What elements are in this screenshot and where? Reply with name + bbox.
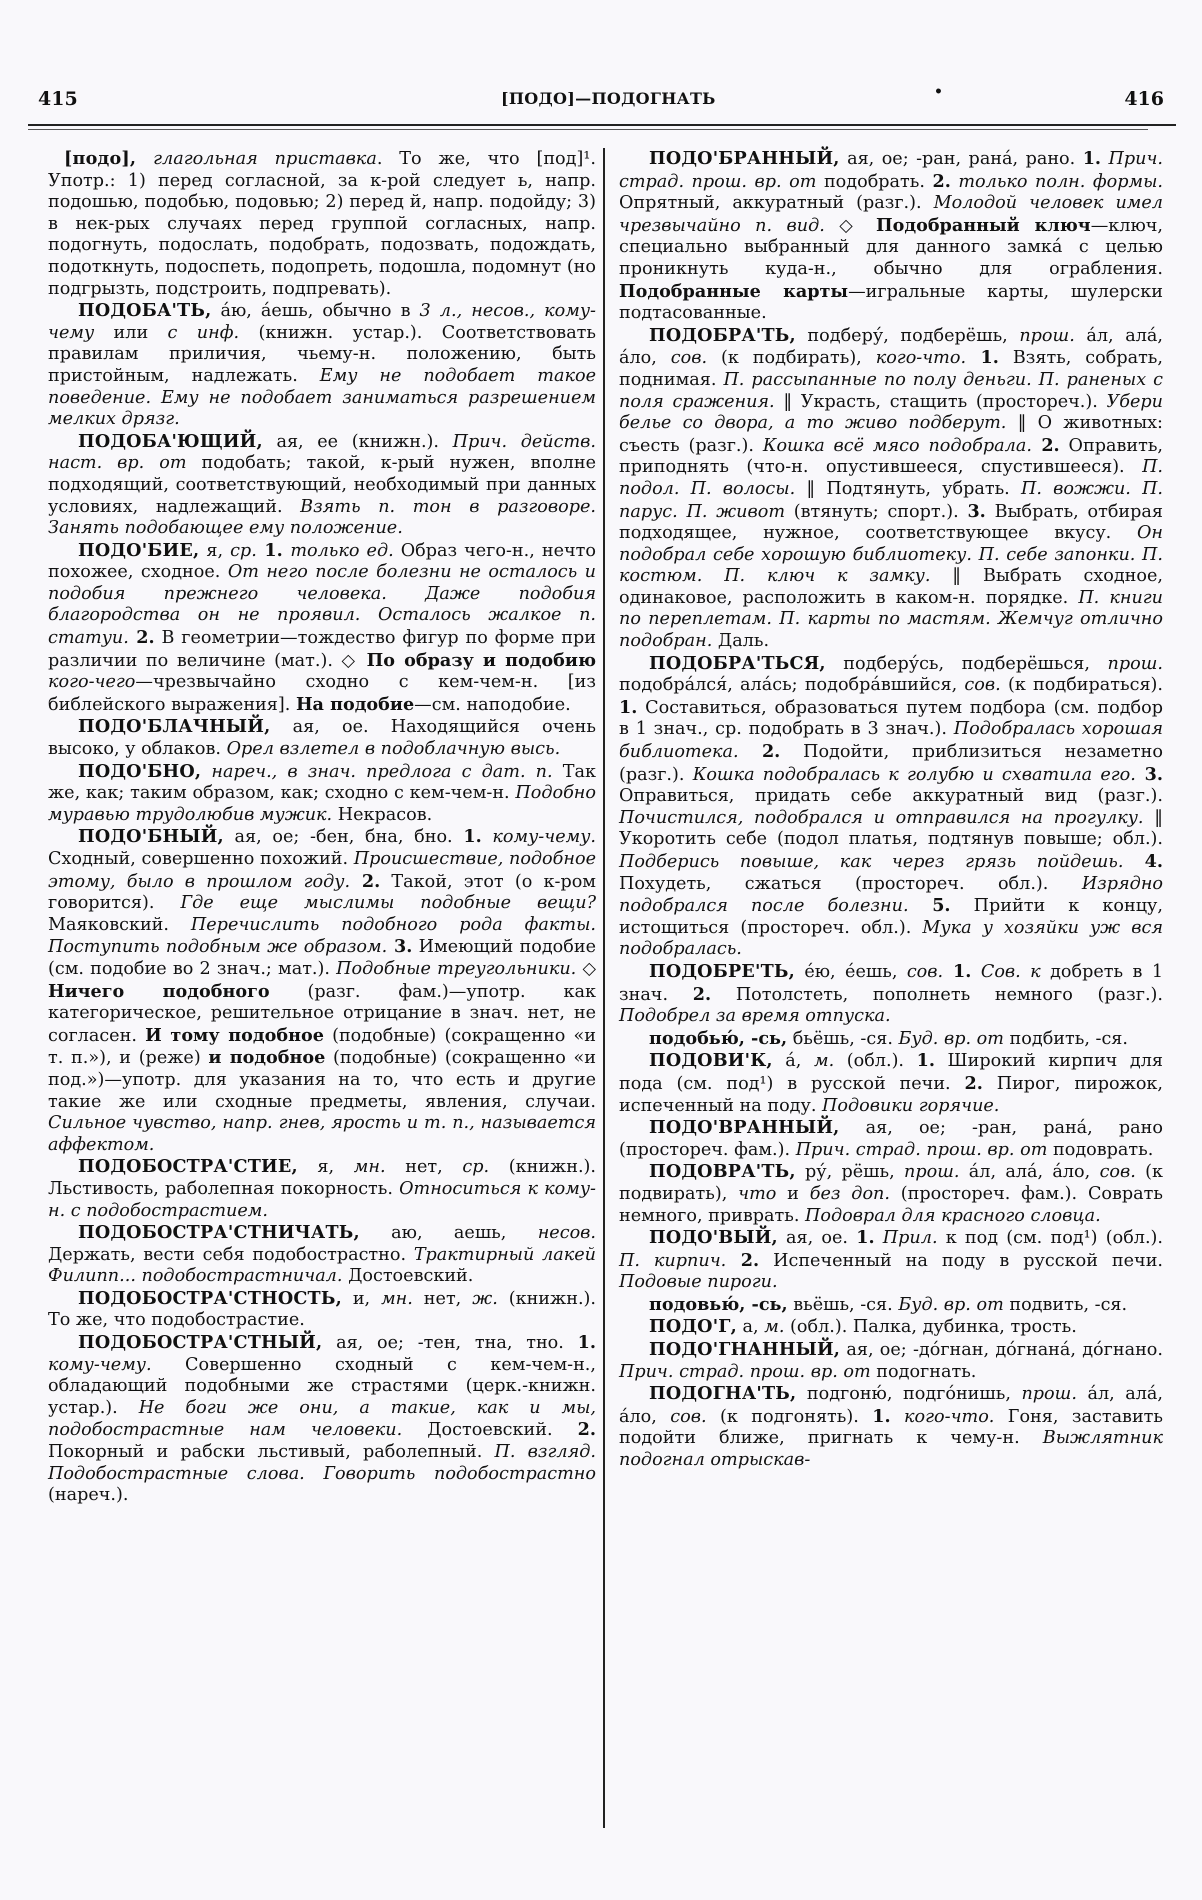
entry-text: (книжн.). То же, что подобострастие.: [48, 1288, 596, 1331]
entry-text: Где еще мыслимы подобные вещи?: [180, 893, 596, 914]
entry-headword: ПОДО'БНО,: [78, 760, 202, 782]
entry-text: 1.: [966, 347, 999, 369]
entry-text: Подобно муравью трудолюбив мужик.: [48, 783, 596, 825]
dictionary-entry: [619, 653, 1163, 961]
dictionary-entry: [48, 540, 596, 717]
entry-text: кого-чего: [48, 672, 136, 693]
entry-text: П. подол. П. волосы.: [619, 457, 1163, 499]
entry-text: Прич. страд. прош. вр. от: [619, 149, 1163, 192]
entry-text: ср.: [230, 540, 257, 561]
entry-text: Кошка всё мясо подобрала.: [762, 435, 1032, 456]
entry-text: Составиться, образоваться путем подбора (см. подбор в 1 знач., ср. подобрать в 3 знач.).: [619, 697, 1163, 740]
dictionary-entry: [619, 1161, 1163, 1227]
entry-headword: ПОДО'БНЫЙ,: [78, 826, 224, 848]
entry-text: а́л, ала́, а́ло,: [619, 1384, 1163, 1427]
entry-text: 2.: [350, 870, 381, 892]
entry-text: 1.: [619, 696, 638, 718]
entry-text: Гоня, заставить подойти ближе, пригнать к чему-н.: [619, 1406, 1163, 1449]
entry-text: подберу́сь, подберёшься,: [825, 653, 1108, 674]
entry-text: ая, ее (книжн.).: [262, 431, 453, 452]
entry-text: (простореч. фам.). Соврать немного, приврать.: [619, 1183, 1163, 1226]
entry-text: ср.: [462, 1157, 490, 1178]
entry-text: П. рассыпанные по полу деньги. П. раненых с поля сражения.: [619, 369, 1163, 412]
entry-text: . То же, что [под]¹. Употр.: 1) перед согласной, за к-рой следует ь, напр. подошью, подобью, подовью; 2) перед й, напр. подойду; 3) в нек-рых случаях перед группой согласных, напр. подогнуть, подослать, подобрать, подозвать, подождать, подоткнуть, подоспеть, подопреть, подошла, подомнут (но подгрызть, подстроить, подпревать).: [48, 149, 596, 299]
entry-text: Перечислить подобного рода факты. Поступить подобным же образом.: [48, 914, 596, 958]
entry-text: Прич. страд. прош. вр. от: [795, 1139, 1048, 1160]
entry-text: сов.: [1099, 1162, 1136, 1183]
entry-text: ◇: [576, 958, 596, 979]
entry-text: ая, ое; -ран, рана́, рано (простореч. фам.).: [619, 1118, 1163, 1160]
entry-text: я,: [199, 540, 231, 561]
entry-text: подберу́, подберёшь,: [795, 325, 1020, 346]
entry-text: Убери белье со двора, а то живо подберут.: [619, 391, 1163, 434]
entry-text: (подобные) (сокращенно «и т. п.»), и (реже): [48, 1025, 596, 1069]
entry-text: На подобие: [295, 693, 415, 715]
entry-headword: [подо],: [64, 148, 137, 169]
entry-headword: ПОДОБОСТРА'СТНОСТЬ,: [78, 1287, 342, 1309]
entry-text: бьёшь, -ся.: [787, 1028, 899, 1049]
entry-text: Орел взлетел в подоблачную высь.: [226, 739, 561, 760]
entry-text: кого-что.: [875, 348, 967, 369]
entry-text: Подовые пироги.: [619, 1272, 778, 1293]
dictionary-entry: [619, 1383, 1163, 1471]
entry-text: нет,: [385, 1157, 463, 1178]
entry-text: подобью́, -сь,: [649, 1027, 788, 1049]
entry-text: ◇: [824, 215, 877, 236]
entry-text: 3.: [387, 936, 413, 958]
entry-text: Сходный, совершенно похожий.: [48, 849, 354, 869]
dictionary-entry: [619, 1227, 1163, 1294]
entry-text: (обл.).: [834, 1051, 917, 1072]
entry-headword: ПОДО'ВРАННЫЙ,: [649, 1117, 840, 1139]
entry-text: (к подбирать),: [707, 348, 876, 369]
entry-text: или: [94, 322, 168, 343]
entry-text: прош.: [904, 1162, 960, 1183]
entry-text: ру́, рёшь,: [795, 1162, 905, 1183]
entry-text: Достоевский.: [402, 1420, 578, 1441]
entry-text: Прич. действ. наст. вр. от: [48, 431, 596, 474]
entry-text: Кошка подобралась к голубю и схватила его.: [692, 764, 1136, 785]
entry-text: (обл.). Палка, дубинка, трость.: [784, 1317, 1077, 1338]
entry-text: ‖ Украсть, стащить (простореч.).: [774, 391, 1107, 412]
entry-text: Некрасов.: [332, 804, 433, 825]
column-right: [619, 148, 1163, 1472]
entry-text: и подобное: [208, 1047, 326, 1069]
entry-text: (к подгонять).: [706, 1406, 873, 1427]
entry-text: Образ чего-н., нечто похожее, сходное.: [48, 540, 596, 583]
entry-text: несов.: [537, 1223, 596, 1244]
entry-text: Достоевский.: [342, 1266, 474, 1287]
dictionary-entry: [48, 148, 596, 300]
column-left: [48, 148, 596, 1507]
entry-text: а́,: [772, 1051, 814, 1072]
entry-text: подобра́лся́, ала́сь; подобра́вшийся,: [619, 675, 965, 696]
entry-text: Покорный и рабски льстивый, раболепный.: [48, 1442, 495, 1463]
entry-text: глагольная приставка: [136, 149, 377, 169]
entry-text: Прич. страд. прош. вр. от: [619, 1361, 871, 1382]
entry-text: Молодой человек имел чрезвычайно п. вид.: [619, 193, 1163, 236]
entry-text: По образу и подобию: [366, 649, 596, 671]
entry-text: Выбрать, отбирая подходящее, нужное, соответствующее вкусу.: [619, 501, 1163, 544]
dictionary-entry: [619, 1028, 1163, 1051]
entry-text: Буд. вр. от: [898, 1028, 1004, 1049]
entry-text: ая, ое; -до́гнан, до́гнана́, до́гнано.: [840, 1340, 1163, 1361]
dictionary-entry: [619, 961, 1163, 1028]
entry-text: е́ю, е́ешь,: [794, 961, 907, 982]
entry-text: Подовики горячие.: [822, 1095, 1000, 1116]
entry-text: прош.: [1107, 653, 1163, 674]
entry-text: Подберись повыше, как через грязь пойдешь.: [619, 852, 1124, 872]
dictionary-entry: [619, 1316, 1163, 1339]
bullet-mark: •: [934, 84, 943, 100]
entry-text: Ничего подобного: [48, 980, 270, 1002]
entry-headword: ПОДО'ВЫЙ,: [649, 1227, 778, 1249]
entry-text: с инф.: [167, 322, 240, 343]
entry-text: Происшествие, подобное этому, было в прошлом году.: [48, 849, 596, 892]
entry-text: добреть в 1 знач.: [619, 961, 1164, 1005]
dictionary-entry: [48, 1222, 596, 1288]
entry-headword: ПОДОБРЕ'ТЬ,: [649, 960, 795, 982]
entry-text: (книжн. устар.). Соответствовать правилам приличия, чьему-н. положению, быть пристойным, надлежать.: [48, 322, 596, 386]
entry-headword: ПОДО'БИЕ,: [78, 539, 200, 561]
header-rule-thin: [28, 129, 1148, 130]
entry-headword: ПОДОБА'ЮЩИЙ,: [78, 430, 263, 452]
entry-headword: ПОДОБОСТРА'СТНИЧАТЬ,: [78, 1222, 360, 1244]
dictionary-entry: [48, 761, 596, 827]
entry-text: мн.: [381, 1288, 413, 1309]
dictionary-entry: [48, 716, 596, 760]
entry-text: Имеющий подобие (см. подобие во 2 знач.; мат.).: [48, 937, 597, 979]
entry-text: 2.: [577, 1419, 596, 1441]
entry-text: кого-что.: [890, 1406, 995, 1427]
entry-text: м.: [813, 1051, 835, 1072]
entry-text: Взять, собрать, поднимая.: [619, 348, 1163, 390]
entry-text: От него после болезни не осталось и подобия прежнего человека. Даже подобия благородства он не проявил. Осталось жалкое п. статуи.: [48, 562, 596, 649]
entry-text: Прил.: [874, 1228, 938, 1249]
entry-text: Даль.: [712, 631, 770, 652]
entry-text: я,: [297, 1157, 354, 1178]
entry-text: П. взгляд. Подобострастные слова. Говорить подобострастно: [48, 1442, 596, 1484]
entry-headword: ПОДО'БЛАЧНЫЙ,: [78, 716, 271, 738]
entry-headword: ПОДОБРА'ТЬ,: [649, 324, 796, 346]
dictionary-entry: [48, 1288, 596, 1332]
entry-text: и,: [341, 1288, 382, 1309]
entry-text: Относиться к кому-н. с подобострастием.: [48, 1178, 596, 1221]
entry-text: а́ю, а́ешь, обычно в: [211, 301, 420, 322]
entry-text: Похудеть, сжаться (простореч. обл.).: [619, 873, 1082, 894]
entry-text: подбить, -ся.: [1003, 1028, 1129, 1049]
entry-text: прош.: [1019, 325, 1075, 346]
entry-headword: ПОДО'БРАННЫЙ,: [649, 148, 840, 169]
entry-text: (подобные) (сокращенно «и под.»)—употр. для указания на то, что есть и другие такие же или сходные предметы, явления, случаи.: [48, 1048, 596, 1112]
entry-text: Испеченный на поду в русской печи.: [759, 1250, 1164, 1271]
entry-text: Трактирный лакей Филипп... подобострастничал.: [48, 1244, 596, 1287]
entry-text: подовью́, -сь,: [649, 1293, 788, 1315]
entry-text: Подобранные карты: [619, 280, 849, 302]
entry-text: ‖ Укоротить себе (подол платья, подтянув повыше; обл.).: [619, 807, 1163, 850]
entry-text: И тому подобное: [145, 1024, 324, 1046]
entry-text: подогнать.: [870, 1361, 977, 1382]
entry-headword: ПОДОБА'ТЬ,: [78, 300, 212, 322]
entry-text: 1.: [577, 1332, 596, 1354]
entry-text: а́л, ала́, а́ло,: [959, 1162, 1100, 1183]
entry-text: 1.: [872, 1405, 891, 1427]
entry-text: сов.: [670, 348, 708, 369]
entry-text: к под (см. под¹) (обл.).: [937, 1228, 1164, 1249]
entry-text: подобать; такой, к-рый нужен, вполне подходящий, соответствующий, необходимый при данных условиях, надлежащий.: [48, 453, 597, 517]
entry-headword: ПОДОБОСТРА'СТНЫЙ,: [78, 1332, 323, 1354]
entry-text: нареч., в знач. предлога с дат. п.: [201, 761, 553, 782]
entry-text: Прийти к концу, истощиться (простореч. обл.).: [619, 896, 1163, 938]
entry-text: Совершенно сходный с кем-чем-н., обладающий подобными же страстями (церк.-книжн. устар.).: [48, 1354, 596, 1418]
entry-text: 2.: [964, 1072, 983, 1094]
entry-text: ая, ое.: [777, 1228, 857, 1249]
entry-text: 2.: [692, 983, 712, 1005]
running-head: [ПОДО]—ПОДОГНАТЬ: [501, 89, 716, 108]
entry-text: что: [738, 1183, 777, 1204]
entry-text: Опрятный, аккуратный (разг.).: [619, 193, 934, 214]
page-number-right: 416: [1124, 88, 1164, 110]
entry-text: Пирог, пирожок, испеченный на поду.: [619, 1073, 1164, 1116]
entry-text: только полн. формы.: [950, 171, 1164, 192]
entry-text: —игральные карты, шулерски подтасованные.: [619, 281, 1163, 324]
dictionary-entry: [619, 1294, 1163, 1317]
entry-text: Такой, этот (о к-ром говорится).: [48, 871, 596, 914]
column-divider: [603, 148, 605, 1828]
entry-text: Подойти, приблизиться незаметно (разг.).: [619, 742, 1163, 785]
dictionary-entry: [48, 1332, 596, 1507]
entry-text: ‖ О животных: съесть (разг.).: [619, 413, 1163, 456]
entry-text: подгоню́, подго́нишь,: [796, 1384, 1022, 1405]
header-rule: [28, 124, 1176, 126]
dictionary-entry: [48, 826, 596, 1156]
entry-text: 1.: [1082, 148, 1102, 169]
entry-text: и: [776, 1183, 810, 1204]
entry-text: только ед.: [290, 540, 394, 561]
entry-text: Сильное чувство, напр. гнев, ярость и т. п., называется аффектом.: [48, 1113, 596, 1155]
entry-headword: ПОДОБРА'ТЬСЯ,: [649, 652, 826, 674]
entry-text: 2.: [726, 1249, 760, 1271]
entry-text: подобрать.: [816, 171, 933, 192]
entry-text: без доп.: [809, 1183, 890, 1204]
entry-headword: ПОДОВРА'ТЬ,: [649, 1161, 796, 1183]
entry-headword: ПОДО'Г,: [649, 1316, 737, 1338]
entry-text: 1.: [463, 826, 482, 848]
entry-text: Буд. вр. от: [898, 1294, 1004, 1315]
dictionary-entry: [619, 1117, 1163, 1161]
entry-text: 1.: [916, 1050, 935, 1072]
entry-text: сов.: [670, 1406, 707, 1427]
entry-text: прош.: [1021, 1384, 1077, 1405]
entry-text: Так же, как; таким образом, как; сходно с кем-чем-н.: [48, 761, 596, 804]
dictionary-entry: [619, 325, 1163, 653]
entry-text: (разг. фам.)—употр. как категорическое, решительное отрицание в знач. нет, не согласен.: [48, 981, 596, 1046]
entry-text: вьёшь, -ся.: [787, 1294, 899, 1315]
page-header: [38, 84, 1164, 118]
entry-text: аю, аешь,: [359, 1223, 538, 1244]
entry-text: 3.: [967, 500, 986, 522]
entry-text: (втянуть; спорт.).: [785, 501, 968, 522]
entry-headword: ПОДОГНА'ТЬ,: [649, 1383, 797, 1405]
entry-text: подвить, -ся.: [1003, 1294, 1128, 1315]
entry-text: Мука у хозяйки уж вся подобралась.: [619, 917, 1163, 960]
entry-text: ж.: [472, 1288, 498, 1309]
entry-text: Подобралась хорошая библиотека.: [619, 719, 1164, 763]
entry-text: Изрядно подобрался после болезни.: [619, 873, 1163, 917]
entry-text: м.: [764, 1317, 785, 1338]
dictionary-entry: [619, 1339, 1163, 1383]
entry-text: ая, ое; -тен, тна, тно.: [322, 1333, 578, 1354]
entry-text: (к подбираться).: [1000, 675, 1163, 696]
entry-text: а́л, ала́, а́ло,: [619, 325, 1163, 369]
entry-text: ая, ое; -ран, рана́, рано.: [839, 149, 1083, 169]
dictionary-entry: [48, 431, 596, 540]
entry-text: 4.: [1123, 851, 1163, 872]
entry-text: ая, ое. Находящийся очень высоко, у облаков.: [48, 717, 596, 760]
entry-text: —ключ, специально выбранный для данного замка́ с целью проникнуть куда-н., обычно для ограбления.: [619, 215, 1163, 279]
entry-text: Взять п. тон в разговоре. Занять подобающее ему положение.: [48, 496, 596, 539]
entry-text: Он подобрал себе хорошую библиотеку. П. себе запонки. П. костюм. П. ключ к замку.: [619, 523, 1163, 587]
entry-text: Подобрел за время отпуска.: [619, 1006, 891, 1027]
entry-text: сов.: [906, 961, 944, 982]
entry-text: ‖ Подтянуть, убрать.: [795, 478, 1021, 499]
entry-text: кому-чему.: [481, 827, 596, 848]
entry-text: Подобные треугольники.: [336, 958, 577, 979]
entry-text: (нареч.).: [48, 1485, 129, 1506]
entry-text: —чрезвычайно сходно с кем-чем-н. [из библейского выражения].: [48, 672, 596, 715]
entry-text: Держать, вести себя подобострастно.: [48, 1244, 414, 1265]
entry-text: Ему не подобает такое поведение. Ему не подобает заниматься разрешением мелких дрязг.: [48, 365, 596, 430]
entry-text: 3 л., несов., кому-чему: [48, 301, 596, 343]
entry-text: 2.: [932, 170, 951, 192]
entry-text: Оправиться, придать себе аккуратный вид (разг.).: [619, 786, 1163, 807]
entry-text: Широкий кирпич для пода (см. под¹) в русской печи.: [619, 1051, 1163, 1094]
dictionary-entry: [48, 1156, 596, 1222]
entry-text: Подоврал для красного словца.: [805, 1205, 1101, 1226]
dictionary-entry: [48, 300, 596, 431]
entry-text: В геометрии—тождество фигур по форме при различии по величине (мат.). ◇: [48, 628, 596, 671]
entry-text: Не боги же они, а такие, как и мы, подобострастные нам человеки.: [48, 1397, 596, 1441]
entry-text: подоврать.: [1047, 1139, 1154, 1160]
entry-headword: ПОДОВИ'К,: [649, 1050, 773, 1072]
entry-text: 5.: [908, 895, 951, 917]
entry-headword: ПОДО'ГНАННЫЙ,: [649, 1339, 841, 1361]
entry-text: 2.: [1031, 434, 1060, 456]
entry-text: П. вожжи. П. парус. П. живот: [619, 478, 1164, 522]
entry-text: ‖ Выбрать сходное, одинаковое, расположить в каком-н. порядке.: [619, 566, 1163, 608]
entry-text: Подобранный ключ: [876, 214, 1091, 236]
entry-text: Маяковский.: [48, 914, 191, 935]
entry-text: ая, ое; -бен, бна, бно.: [223, 827, 464, 848]
entry-text: Почистился, подобрался и отправился на прогулку.: [619, 807, 1144, 828]
entry-text: 1.: [943, 960, 972, 982]
entry-text: П. кирпич.: [619, 1250, 727, 1271]
dictionary-entry: [619, 148, 1163, 325]
entry-text: П. книги по переплетам. П. карты по мастям. Жемчуг отлично подобран.: [619, 587, 1163, 652]
entry-text: Потолстеть, пополнеть немного (разг.).: [711, 984, 1163, 1005]
entry-text: —см. наподобие.: [414, 694, 571, 715]
entry-text: мн.: [353, 1157, 386, 1178]
entry-text: Оправить, приподнять (что-н. опустившееся, спустившееся).: [619, 435, 1163, 478]
entry-text: 3.: [1135, 763, 1163, 785]
page-number-left: 415: [38, 88, 78, 110]
entry-text: 1.: [856, 1227, 875, 1249]
entry-text: кому-чему.: [48, 1354, 152, 1375]
entry-text: а,: [736, 1317, 765, 1338]
entry-text: нет,: [412, 1288, 473, 1309]
entry-headword: ПОДОБОСТРА'СТИЕ,: [78, 1156, 298, 1178]
entry-text: сов.: [964, 675, 1001, 696]
dictionary-entry: [619, 1050, 1163, 1117]
entry-text: 2.: [738, 741, 781, 763]
entry-text: (книжн.). Льстивость, раболепная покорность.: [48, 1157, 596, 1199]
entry-text: Сов. к: [971, 961, 1041, 982]
entry-text: 1.: [256, 539, 291, 561]
entry-text: 2.: [128, 627, 155, 649]
entry-text: Выжлятник подогнал отрыскав-: [619, 1428, 1163, 1471]
entry-text: (к подвирать),: [619, 1162, 1164, 1204]
